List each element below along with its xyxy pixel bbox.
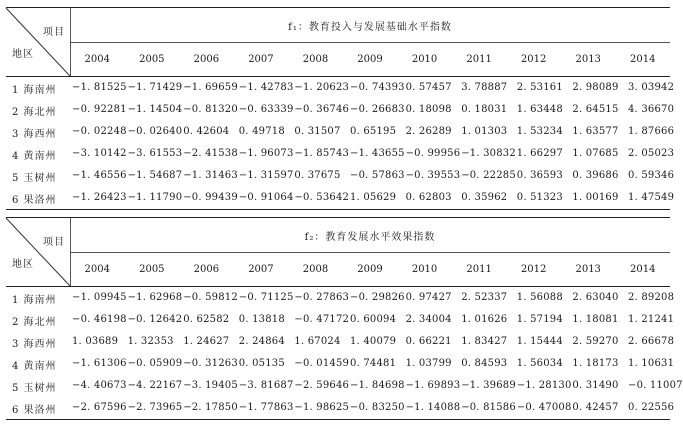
table-cell-value: −3. 81687 bbox=[238, 380, 294, 391]
table-cell-value: −0. 12642 bbox=[127, 314, 183, 325]
value-line bbox=[68, 187, 675, 209]
table-cell-value: 1. 67024 bbox=[294, 336, 341, 347]
value-line bbox=[68, 397, 675, 419]
table-cell-value: 2. 98089 bbox=[572, 82, 619, 93]
table-cell-value: 1. 56034 bbox=[516, 358, 563, 369]
table-cell-value: 0. 51323 bbox=[516, 192, 563, 203]
table-cell-value: −0. 53642 bbox=[294, 192, 350, 203]
table-row bbox=[6, 77, 675, 99]
region-label: 5 玉树州 bbox=[12, 382, 57, 394]
table-cell-value: −0. 46198 bbox=[72, 314, 127, 325]
table-cell-value: −1. 14088 bbox=[405, 402, 461, 413]
year-header: 2014 bbox=[630, 53, 656, 65]
year-header-row bbox=[70, 252, 670, 286]
table-row bbox=[6, 397, 675, 419]
table-cell-value: −0. 92281 bbox=[72, 104, 127, 115]
table-cell-value: 0. 18098 bbox=[405, 104, 452, 115]
year-header: 2009 bbox=[357, 53, 383, 65]
year-header: 2011 bbox=[466, 53, 492, 65]
table-cell-value: −1. 14504 bbox=[127, 104, 183, 115]
table-cell-value: −1. 81525 bbox=[72, 82, 127, 93]
table-cell-value: 1. 03689 bbox=[72, 336, 119, 347]
table-cell-value: 2. 64515 bbox=[572, 104, 619, 115]
table-cell-value: 0. 97427 bbox=[405, 292, 452, 303]
region-label: 4 黄南州 bbox=[12, 150, 57, 162]
table-cell-value: 0. 42457 bbox=[572, 402, 619, 413]
table-cell-value: 4. 36670 bbox=[628, 104, 675, 115]
table-cell-value: 1. 53234 bbox=[516, 126, 563, 137]
year-header: 2014 bbox=[630, 263, 656, 275]
table-cell-value: 0. 59346 bbox=[628, 170, 675, 181]
table-cell-value: 0. 84593 bbox=[461, 358, 508, 369]
value-line bbox=[68, 353, 675, 375]
table-cell-value: 2. 05023 bbox=[628, 148, 675, 159]
table-cell-value: −0. 81320 bbox=[183, 104, 238, 115]
table-cell-value: −0. 74393 bbox=[350, 82, 405, 93]
table-cell-value: 2. 66678 bbox=[628, 336, 675, 347]
year-header: 2011 bbox=[466, 263, 492, 275]
table-cell-value: −0. 91064 bbox=[238, 192, 294, 203]
table-cell-value: −1. 46556 bbox=[72, 170, 127, 181]
table-cell-value: 2. 26289 bbox=[405, 126, 452, 137]
table-cell-value: 0. 31507 bbox=[294, 126, 341, 137]
table-cell-value: −1. 20623 bbox=[294, 82, 350, 93]
year-header: 2005 bbox=[139, 263, 165, 275]
table-cell-value: 3. 78887 bbox=[461, 82, 508, 93]
value-line bbox=[68, 331, 675, 353]
region-label: 5 玉树州 bbox=[12, 172, 57, 184]
value-line bbox=[68, 165, 675, 187]
corner-label-item: 项目 bbox=[43, 27, 65, 38]
year-header: 2005 bbox=[139, 53, 165, 65]
table-cell-value: 1. 66297 bbox=[516, 148, 563, 159]
table-cell-value: −2. 73965 bbox=[127, 402, 183, 413]
table-title: f₂：教育发展水平效果指数 bbox=[70, 218, 670, 253]
year-header: 2006 bbox=[193, 53, 220, 65]
table-cell-value: −4. 40673 bbox=[72, 380, 127, 391]
year-header: 2010 bbox=[411, 53, 438, 65]
table-cell-value: 1. 87666 bbox=[628, 126, 675, 137]
value-line bbox=[68, 375, 683, 397]
year-header: 2008 bbox=[302, 53, 329, 65]
table-cell-value: −1. 84698 bbox=[350, 380, 405, 391]
table-cell-value: 0. 57457 bbox=[405, 82, 452, 93]
year-header: 2013 bbox=[575, 53, 601, 65]
table-cell-value: 0. 62803 bbox=[405, 192, 452, 203]
year-header: 2004 bbox=[84, 53, 110, 65]
table-cell-value: −0. 36746 bbox=[294, 104, 350, 115]
value-line bbox=[68, 287, 675, 309]
table-cell-value: 2. 24864 bbox=[238, 336, 285, 347]
region-label: 6 果洛州 bbox=[12, 194, 57, 206]
table-cell-value: 0. 36593 bbox=[516, 170, 563, 181]
region-label: 2 海北州 bbox=[12, 106, 57, 118]
table-cell-value: 0. 65195 bbox=[350, 126, 397, 137]
table-cell-value: 0. 35962 bbox=[461, 192, 508, 203]
table-cell-value: −2. 67596 bbox=[72, 402, 127, 413]
year-header: 2006 bbox=[193, 263, 220, 275]
table-cell-value: −1. 26423 bbox=[72, 192, 127, 203]
table-cell-value: 0. 60094 bbox=[350, 314, 397, 325]
region-label: 6 果洛州 bbox=[12, 404, 57, 416]
table-cell-value: −0. 99956 bbox=[405, 148, 461, 159]
table-cell-value: −1. 62968 bbox=[127, 292, 183, 303]
table-title: f₁：教育投入与发展基础水平指数 bbox=[70, 8, 670, 43]
year-header: 2008 bbox=[302, 263, 329, 275]
year-header: 2010 bbox=[411, 263, 438, 275]
table-cell-value: 2. 89208 bbox=[628, 292, 675, 303]
table-cell-value: 0. 13818 bbox=[238, 314, 285, 325]
table-row bbox=[6, 331, 675, 353]
table-row bbox=[6, 187, 675, 209]
table-cell-value: −2. 41538 bbox=[183, 148, 238, 159]
table-cell-value: 2. 53161 bbox=[516, 82, 563, 93]
table-row bbox=[6, 287, 675, 309]
table-cell-value: −0. 71125 bbox=[238, 292, 294, 303]
table-cell-value: 1. 03799 bbox=[405, 358, 452, 369]
table-cell-value: −1. 69893 bbox=[405, 380, 461, 391]
table-cell-value: −0. 27863 bbox=[294, 292, 350, 303]
table-cell-value: −0. 26683 bbox=[350, 104, 405, 115]
table-cell-value: −0. 63339 bbox=[238, 104, 294, 115]
value-line bbox=[68, 77, 675, 99]
table-cell-value: 2. 52337 bbox=[461, 292, 508, 303]
table-cell-value: −3. 10142 bbox=[72, 148, 127, 159]
table-cell-value: 1. 83427 bbox=[461, 336, 508, 347]
table-cell-value: −1. 30832 bbox=[461, 148, 516, 159]
table-cell-value: 0. 31490 bbox=[572, 380, 619, 391]
table-cell-value: −0. 83250 bbox=[350, 402, 405, 413]
table-cell-value: 1. 10631 bbox=[628, 358, 675, 369]
year-header-row bbox=[70, 42, 670, 76]
table-cell-value: −0. 01459 bbox=[294, 358, 350, 369]
table-row bbox=[6, 375, 683, 397]
year-header: 2007 bbox=[248, 53, 274, 65]
table-cell-value: 3. 03942 bbox=[628, 82, 675, 93]
table-cell-value: 1. 21241 bbox=[628, 314, 675, 325]
value-line bbox=[68, 309, 675, 331]
table-cell-value: −0. 47008 bbox=[516, 402, 572, 413]
table-cell-value: −1. 28130 bbox=[516, 380, 572, 391]
table-cell-value: 2. 63040 bbox=[572, 292, 619, 303]
table-cell-value: −1. 09945 bbox=[72, 292, 127, 303]
value-line bbox=[68, 121, 675, 143]
corner-label-item: 项目 bbox=[43, 237, 65, 248]
region-label: 4 黄南州 bbox=[12, 360, 57, 372]
region-label: 2 海北州 bbox=[12, 316, 57, 328]
table-cell-value: 1. 24627 bbox=[183, 336, 230, 347]
table-f2 bbox=[6, 217, 683, 420]
region-label: 1 海南州 bbox=[12, 84, 57, 96]
table-row bbox=[6, 143, 675, 165]
table-cell-value: 1. 32353 bbox=[127, 336, 174, 347]
table-cell-value: 1. 63448 bbox=[516, 104, 563, 115]
year-header: 2009 bbox=[357, 263, 383, 275]
year-header: 2004 bbox=[84, 263, 110, 275]
table-cell-value: −0. 99439 bbox=[183, 192, 238, 203]
table-cell-value: −2. 17850 bbox=[183, 402, 238, 413]
table-cell-value: 1. 63577 bbox=[572, 126, 619, 137]
table-cell-value: −0. 02640 bbox=[127, 126, 183, 137]
table-cell-value: 1. 05629 bbox=[350, 192, 397, 203]
corner-cell bbox=[6, 8, 71, 76]
table-cell-value: −1. 71429 bbox=[127, 82, 183, 93]
table-cell-value: −1. 54687 bbox=[127, 170, 183, 181]
table-row bbox=[6, 99, 675, 121]
table-cell-value: −1. 61306 bbox=[72, 358, 127, 369]
table-cell-value: 0. 62582 bbox=[183, 314, 230, 325]
table-cell-value: −0. 81586 bbox=[461, 402, 516, 413]
table-cell-value: −3. 19405 bbox=[183, 380, 238, 391]
table-cell-value: 1. 18173 bbox=[572, 358, 619, 369]
region-label: 3 海西州 bbox=[12, 128, 57, 140]
table-cell-value: 0. 39686 bbox=[572, 170, 619, 181]
table-cell-value: 0. 22556 bbox=[628, 402, 675, 413]
table-cell-value: −1. 39689 bbox=[461, 380, 516, 391]
table-cell-value: −0. 02248 bbox=[72, 126, 127, 137]
table-cell-value: −1. 96073 bbox=[238, 148, 294, 159]
table-cell-value: −0. 39553 bbox=[405, 170, 461, 181]
corner-cell bbox=[6, 218, 71, 286]
table-cell-value: −2. 59646 bbox=[294, 380, 350, 391]
table-cell-value: −1. 98625 bbox=[294, 402, 350, 413]
table-cell-value: 1. 01626 bbox=[461, 314, 508, 325]
table-cell-value: −1. 31597 bbox=[238, 170, 294, 181]
value-line bbox=[68, 99, 675, 121]
table-cell-value: 0. 37675 bbox=[294, 170, 341, 181]
table-body bbox=[6, 77, 675, 209]
year-header: 2013 bbox=[575, 263, 601, 275]
table-row bbox=[6, 121, 675, 143]
table-cell-value: −3. 61553 bbox=[127, 148, 183, 159]
table-cell-value: −0. 29826 bbox=[350, 292, 405, 303]
table-cell-value: −1. 69659 bbox=[183, 82, 238, 93]
table-body bbox=[6, 287, 683, 419]
table-cell-value: −1. 77863 bbox=[238, 402, 294, 413]
table-f1 bbox=[6, 7, 675, 210]
table-header bbox=[6, 8, 670, 77]
table-cell-value: −1. 43655 bbox=[350, 148, 405, 159]
table-cell-value: 0. 18031 bbox=[461, 104, 508, 115]
year-header: 2012 bbox=[520, 263, 547, 275]
table-header bbox=[6, 218, 670, 287]
value-line bbox=[68, 143, 675, 165]
table-cell-value: −1. 31463 bbox=[183, 170, 238, 181]
table-cell-value: −0. 59812 bbox=[183, 292, 238, 303]
region-label: 1 海南州 bbox=[12, 294, 57, 306]
table-cell-value: 0. 05135 bbox=[238, 358, 285, 369]
corner-label-region: 地区 bbox=[12, 49, 34, 60]
table-cell-value: 1. 40079 bbox=[350, 336, 397, 347]
table-cell-value: −1. 85743 bbox=[294, 148, 350, 159]
diagonal-line-icon bbox=[6, 8, 70, 76]
corner-label-region: 地区 bbox=[12, 259, 34, 270]
table-cell-value: 0. 42604 bbox=[183, 126, 230, 137]
table-cell-value: 1. 57194 bbox=[516, 314, 563, 325]
table-cell-value: −0. 11007 bbox=[628, 380, 683, 391]
table-cell-value: 1. 56088 bbox=[516, 292, 563, 303]
table-cell-value: 0. 66221 bbox=[405, 336, 452, 347]
table-row bbox=[6, 165, 675, 187]
diagonal-line-icon bbox=[6, 218, 70, 286]
table-cell-value: −0. 22285 bbox=[461, 170, 516, 181]
table-cell-value: −1. 42783 bbox=[238, 82, 294, 93]
table-cell-value: 2. 59270 bbox=[572, 336, 619, 347]
table-cell-value: −0. 31263 bbox=[183, 358, 238, 369]
table-cell-value: 1. 15444 bbox=[516, 336, 563, 347]
table-row bbox=[6, 309, 675, 331]
table-cell-value: 1. 00169 bbox=[572, 192, 619, 203]
table-cell-value: 2. 34004 bbox=[405, 314, 452, 325]
table-cell-value: 1. 18081 bbox=[572, 314, 619, 325]
table-cell-value: −4. 22167 bbox=[127, 380, 183, 391]
table-cell-value: 0. 74481 bbox=[350, 358, 397, 369]
table-cell-value: −0. 05909 bbox=[127, 358, 183, 369]
table-cell-value: 1. 01303 bbox=[461, 126, 508, 137]
table-cell-value: 1. 07685 bbox=[572, 148, 619, 159]
table-row bbox=[6, 353, 675, 375]
table-cell-value: −0. 57863 bbox=[350, 170, 405, 181]
year-header: 2007 bbox=[248, 263, 274, 275]
region-label: 3 海西州 bbox=[12, 338, 57, 350]
table-cell-value: 0. 49718 bbox=[238, 126, 285, 137]
year-header: 2012 bbox=[520, 53, 547, 65]
table-cell-value: −1. 11790 bbox=[127, 192, 183, 203]
table-cell-value: −0. 47172 bbox=[294, 314, 350, 325]
table-cell-value: 1. 47549 bbox=[628, 192, 675, 203]
